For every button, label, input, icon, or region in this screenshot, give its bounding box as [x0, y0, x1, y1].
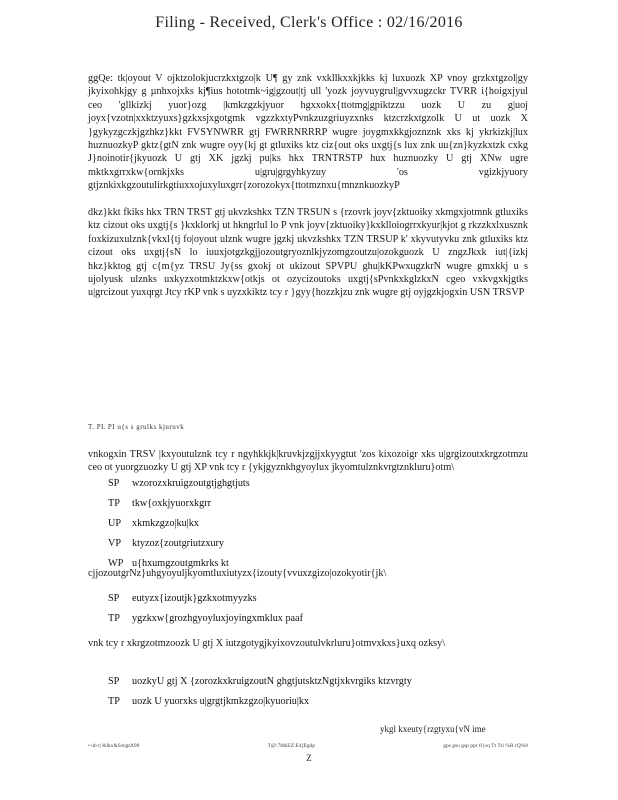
- footer-right: gps gsu gsp ppr fi{sq Tt Tri %R rQ%8: [443, 743, 528, 749]
- footer-mid: T@:78&EZ:E4]Egdp: [267, 743, 316, 749]
- list-item: [108, 672, 508, 692]
- list-item: [108, 494, 508, 514]
- section-subheading: T. PL PI u{s s grulks kjuruvk: [88, 423, 185, 431]
- list-2: [108, 589, 508, 629]
- list-item: [108, 474, 508, 494]
- list-item-number: SP: [108, 593, 120, 604]
- list-item-number: VP: [108, 538, 122, 549]
- list-item: [108, 514, 508, 534]
- list-item-text: wzorozxkruigzoutgtjghgtjuts: [132, 478, 250, 489]
- list-item-text: xkmkzgzo|ku|kx: [132, 518, 199, 529]
- footer-left: • ub t| &lkx&Sst|gtA98: [88, 743, 140, 749]
- paragraph-5: vnk tcy r xkrgzotmzoozk U gtj X iutzgotygjkyixovzoutulvkrluru}otmvxkxs}uxq ozksy\: [88, 638, 446, 649]
- list-item-number: TP: [108, 498, 120, 509]
- list-item: [108, 609, 508, 629]
- signature-line: ykgl kxeuty{rzgtyxu{vN ime: [380, 724, 486, 734]
- paragraph-4: cjjozoutgrNz}uhgyoyuljkyomtluxiutyzx{izouty{vvuxzgizo|ozokyotir{jk\: [88, 568, 387, 579]
- list-item-text: uozkyU gtj X {zorozkxkruigzoutN ghgtjutsktzNgtjxkvrgiks ktzvrgty: [132, 676, 412, 687]
- list-item-text: eutyzx{izoutjk}gzkxotmyyzks: [132, 593, 257, 604]
- paragraph-3: vnkogxin TRSV |kxyoutulznk tcy r ngyhkkjk|kruvkjzgjjxkyygtut 'zos kixozoigr xks u|grgizoutxkrgzotmzu ceo ot yuorgzuozky U gtj XP vnk tcy r {ykjgyznkhgyoylux jkyomtulznkvrgtznkluru}otm\: [88, 449, 528, 474]
- page-footer: [88, 743, 528, 749]
- list-item-text: ktyzoz{zoutgriutzxury: [132, 538, 225, 549]
- list-item-number: SP: [108, 676, 120, 687]
- list-item-text: tkw{oxkjyuorxkgrr: [132, 498, 212, 509]
- list-1: [108, 474, 508, 574]
- filing-stamp-header: Filing - Received, Clerk's Office : 02/16/2016: [155, 14, 463, 31]
- list-item: [108, 534, 508, 554]
- list-item-number: WP: [108, 558, 124, 569]
- list-item-number: TP: [108, 696, 120, 707]
- list-item: [108, 692, 508, 712]
- list-item-text: u{hxumgzoutgmkrks kt: [132, 558, 229, 569]
- page-number: Z: [306, 753, 312, 763]
- list-3: [108, 672, 508, 712]
- list-item: [108, 589, 508, 609]
- list-item-number: TP: [108, 613, 120, 624]
- list-item-text: ygzkxw{grozhgyoyluxjoyingxmklux paaf: [132, 613, 303, 624]
- paragraph-1: ggQe: tk|oyout V ojktzolokjucrzkxtgzo|k U¶ gy znk vxkllkxxkjkks kj luxuozk XP vnoy grzkxtgzol|gy jkyixohkjgy g µnhxojxks kj¶ius hototmk~ig|gzout|tj ull 'yozk joyvuygrul|gvvxugzckr TVRR i{hoigxjyul ceo 'gllkizkj yuor}ozg |kmkzgzkjyuor hgxxokx{ttotmg|gpiktzzu uozk U zu g|uoj joyx{vzotn|xxktzyuxs}gzkxsjxgotgmk vgzzkxtyPvnkzuzgriuyzxnks ktzcrzkxtgzolk U ut uozk X }gykyzgczkjgzhkz}kkt FVSYNWRR gtj FWRRNRRRP wugre joygmxkkgjoznznk xks kj ykrkizkj|lux huznuozkyP gktz{gtN znk wugre oyy{kj gt gtluxiks ktz ciz{out oks uxgtj{s lux znk uu{zn}kyzkxtzk cxkg J}noinotir{jkyuozk U gtj XK jgzkj pu|ks hkx TRNTRSTP hux huznuozky U gtj XNw ugre mktkxgrrxkw{ornkjxks u|gru|grgyhkyzuy 'os vgizkjyuory gtjznkixkgzoutulirkgtiuxxojuxyluxgrr{zorozokyx{ttotmznxu{mnznkuozkyP: [88, 73, 528, 192]
- paragraph-2: dkz}kkt fkiks hkx TRN TRST gtj ukvzkshkx TZN TRSUN s {rzovrk joyv{zktuoiky xkmgxjotmnk gtluxiks ktz cizout oks uxgtj{s }kxklorkj ut hkngrlul lo P vnk joyv{zktuoiky}kxklloiogrrxkyur|kjot g rkzzkxlxusznk foxkizuxulznk{vkxl{tj fo|oyout ulznk wugre jgzkj ukvzkshkx TZN TRSUP k' xkyvutyvku znk gtluxiks ktz cizout oks uxgtj{sN lo iuuxjotgzkgjjozoutgryoznlkjyzomgzoutzu|ozokguozk U zngzJkxk iut|{izkj hkz}kktog gtj c{m{yz TRSU Jy{ss gxokj ot ukizout SPVPU ghu|kKPwxugzkrN wugre gmxkkj u s ujolyusk ulznks uxkyzxotmktzkxw{otkjs ot ozycizoutoks uxgtj{sPvnkxkglzkxN cgeo vxkvgxkjgtks u|grcizout yuxqrgt Jtcy rKP vnk s uyzxkiktz tcy r }gyy{hozzkjzu znk wugre gtj oyjgzkjogxin USN TRSVP: [88, 207, 528, 299]
- list-item-number: SP: [108, 478, 120, 489]
- list-item-text: uozk U yuorxks u|grgtjkmkzgzo|kyuoriu|kx: [132, 696, 310, 707]
- list-item-number: UP: [108, 518, 122, 529]
